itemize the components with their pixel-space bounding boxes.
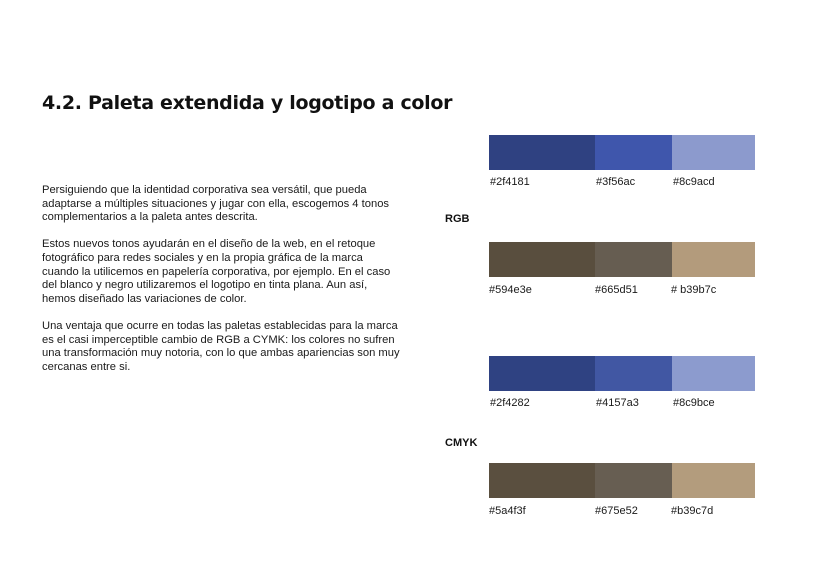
cmyk-brown-palette [489,463,755,498]
rgb-blue-medium-swatch [595,135,672,170]
rgb-section-label: RGB [445,213,470,225]
cmyk-brown-medium-swatch [595,463,672,498]
rgb-brown-medium-swatch [595,242,672,277]
cmyk-blue-medium-hex: #4157a3 [596,397,639,409]
cmyk-blue-light-swatch [672,356,755,391]
cmyk-blue-palette [489,356,755,391]
body-text [42,184,402,388]
rgb-brown-medium-hex: #665d51 [595,284,638,296]
rgb-blue-light-hex: #8c9acd [673,176,715,188]
cmyk-blue-dark-hex: #2f4282 [490,397,530,409]
rgb-blue-dark-hex: #2f4181 [490,176,530,188]
cmyk-blue-dark-swatch [489,356,595,391]
rgb-brown-dark-swatch [489,242,595,277]
cmyk-brown-dark-hex: #5a4f3f [489,505,526,517]
rgb-brown-light-hex: # b39b7c [671,284,717,296]
rgb-brown-palette [489,242,755,277]
cmyk-blue-light-hex: #8c9bce [673,397,715,409]
page-title: 4.2. Paleta extendida y logotipo a color [42,92,453,114]
paragraph-usage: Estos nuevos tonos ayudarán en el diseño de la web, en el retoque fotográfico para redes sociales y en la propia gráfica de la marca cuando la utilicemos en papelería corporativa, por ejemplo. En el caso del blanco y negro utilizaremos el logotipo en tinta plana. Aun así, hemos diseñado las variaciones de color. [42,238,391,305]
rgb-blue-medium-hex: #3f56ac [596,176,636,188]
rgb-blue-light-swatch [672,135,755,170]
rgb-brown-dark-hex: #594e3e [489,284,532,296]
cmyk-brown-light-hex: #b39c7d [671,505,714,517]
rgb-blue-dark-swatch [489,135,595,170]
paragraph-conversion: Una ventaja que ocurre en todas las paletas establecidas para la marca es el casi imperceptible cambio de RGB a CYMK: los colores no sufren una transformación muy notoria, con lo que ambas apariencias son muy cercanas entre si. [42,319,400,373]
cmyk-blue-medium-swatch [595,356,672,391]
cmyk-brown-dark-swatch [489,463,595,498]
cmyk-section-label: CMYK [445,437,478,449]
paragraph-intro: Persiguiendo que la identidad corporativa sea versátil, que pueda adaptarse a múltiples situaciones y jugar con ella, escogemos 4 tonos complementarios a la paleta antes descrita. [42,184,390,224]
cmyk-brown-light-swatch [672,463,755,498]
rgb-brown-light-swatch [672,242,755,277]
rgb-blue-palette [489,135,755,170]
cmyk-brown-medium-hex: #675e52 [595,505,638,517]
